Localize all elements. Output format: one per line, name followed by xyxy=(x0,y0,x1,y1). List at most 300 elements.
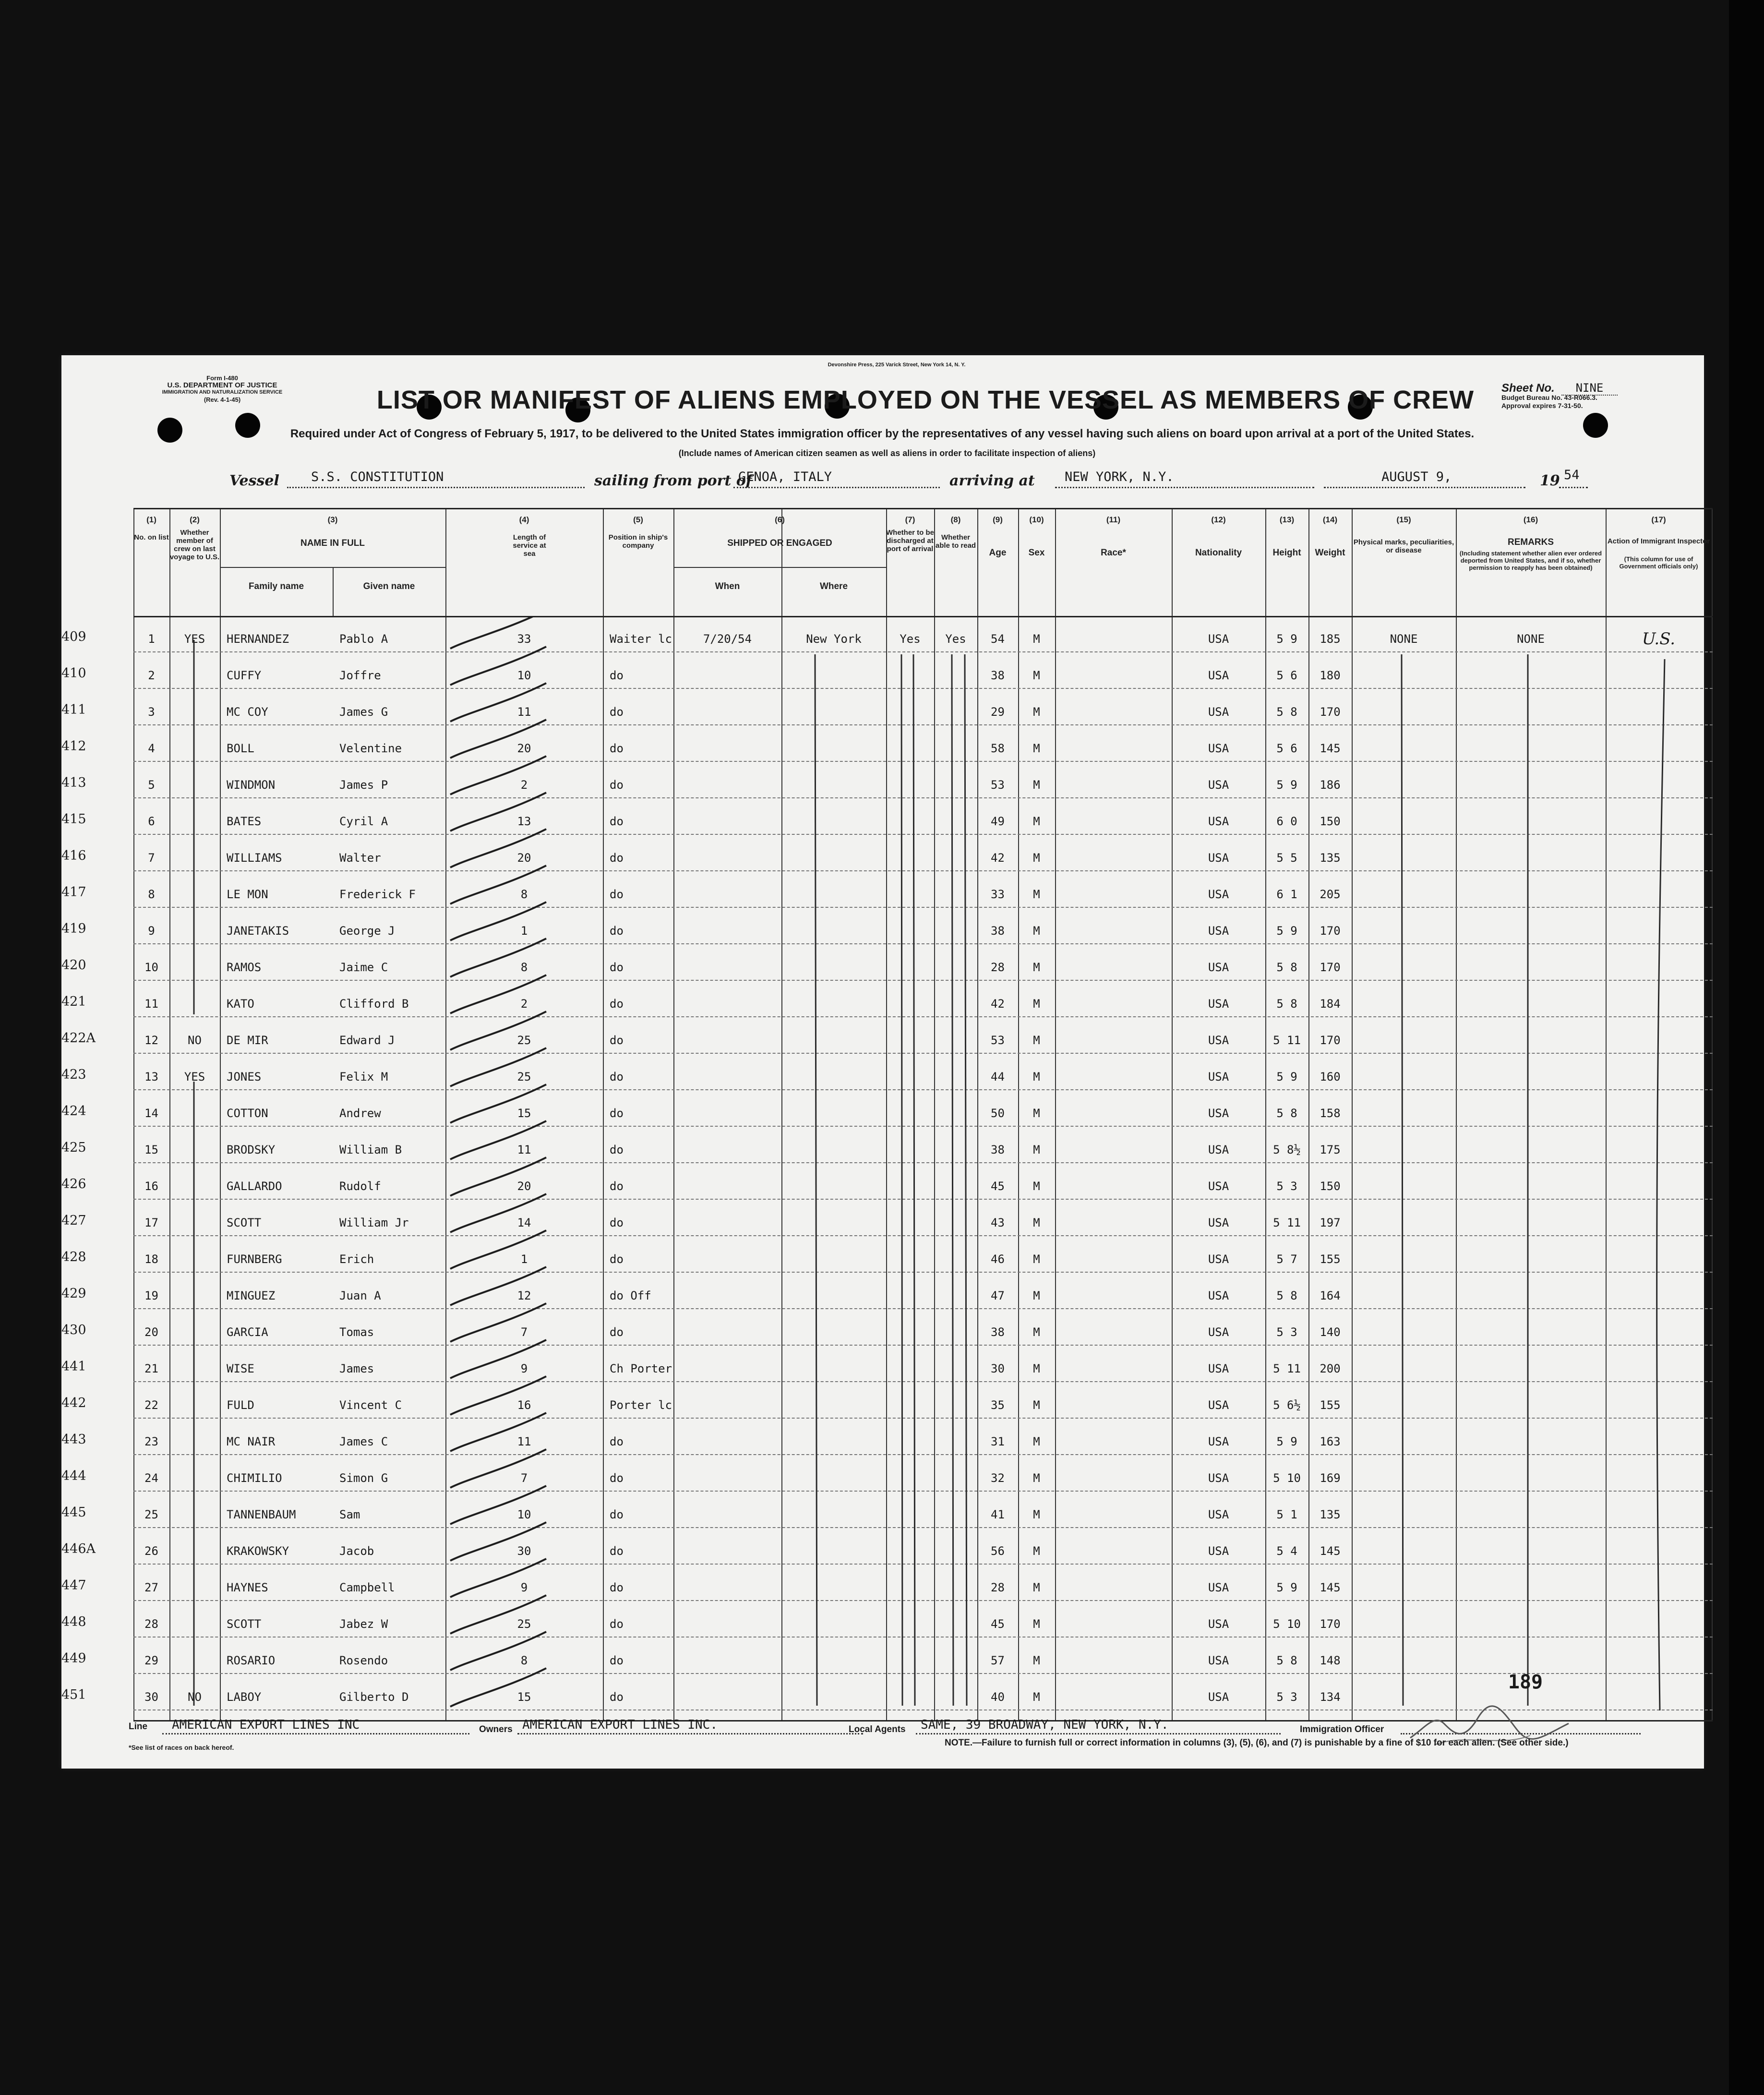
cell-height: 5 9 xyxy=(1276,1581,1297,1594)
sheet-info xyxy=(1501,381,1684,410)
printer-line: Devonshire Press, 225 Varick Street, New York 14, N. Y. xyxy=(828,362,966,368)
cell-service: 20 xyxy=(517,851,531,865)
cell-service: 10 xyxy=(517,1508,531,1521)
cell-position: do xyxy=(610,815,624,828)
margin-line-number: 412 xyxy=(61,739,86,754)
cell-nationality: USA xyxy=(1208,1143,1229,1156)
margin-line-number: 409 xyxy=(61,629,86,644)
cell-age: 56 xyxy=(991,1544,1005,1558)
cell-given: Velentine xyxy=(339,742,402,755)
cell-age: 42 xyxy=(991,997,1005,1011)
cell-sex: M xyxy=(1033,1034,1040,1047)
margin-line-number: 449 xyxy=(61,1651,86,1666)
cell-weight: 170 xyxy=(1320,1034,1341,1047)
cell-height: 5 7 xyxy=(1276,1252,1297,1266)
cell-service: 10 xyxy=(517,669,531,682)
tally-stroke xyxy=(450,720,546,758)
cell-family: SCOTT xyxy=(227,1216,262,1229)
cell-age: 49 xyxy=(991,815,1005,828)
document-title: LIST OR MANIFEST OF ALIENS EMPLOYED ON THE VESSEL AS MEMBERS OF CREW xyxy=(376,385,1475,414)
cell-position: do xyxy=(610,1471,624,1485)
margin-line-number: 447 xyxy=(61,1578,86,1593)
form-number: Form I-480 xyxy=(206,374,238,382)
cell-position: do xyxy=(610,961,624,974)
cell-age: 53 xyxy=(991,778,1005,792)
cell-age: 47 xyxy=(991,1289,1005,1302)
tally-stroke xyxy=(450,902,546,940)
cell-position: do xyxy=(610,1070,624,1084)
cell-family: TANNENBAUM xyxy=(227,1508,296,1521)
tally-stroke xyxy=(450,1121,546,1159)
cell-no: 13 xyxy=(144,1070,158,1084)
cell-weight: 160 xyxy=(1320,1070,1341,1084)
cell-height: 5 9 xyxy=(1276,924,1297,938)
manifest-sheet xyxy=(61,355,1710,1769)
tally-stroke xyxy=(450,1449,546,1488)
col-4-number: (4) xyxy=(519,515,529,524)
cell-age: 28 xyxy=(991,1581,1005,1594)
cell-no: 2 xyxy=(148,669,155,682)
cell-no: 24 xyxy=(144,1471,158,1485)
cell-given: Vincent C xyxy=(339,1398,402,1412)
cell-family: GALLARDO xyxy=(227,1180,282,1193)
cell-height: 5 10 xyxy=(1273,1471,1301,1485)
cell-weight: 180 xyxy=(1320,669,1341,682)
cell-position: do xyxy=(610,1107,624,1120)
cell-given: Erich xyxy=(339,1252,374,1266)
cell-sex: M xyxy=(1033,1070,1040,1084)
cell-crew: NO xyxy=(188,1034,202,1047)
cell-service: 8 xyxy=(520,1654,528,1667)
cell-height: 5 10 xyxy=(1273,1617,1301,1631)
cell-height: 5 8 xyxy=(1276,961,1297,974)
cell-position: do xyxy=(610,997,624,1011)
cell-age: 41 xyxy=(991,1508,1005,1521)
tally-stroke xyxy=(450,1668,546,1707)
cell-given: Pablo A xyxy=(339,632,388,646)
cell-sex: M xyxy=(1033,1544,1040,1558)
cell-sex: M xyxy=(1033,851,1040,865)
col-given-name: Given name xyxy=(363,581,415,591)
cell-weight: 185 xyxy=(1320,632,1341,646)
cell-position: do Off xyxy=(610,1289,651,1302)
cell-family: JONES xyxy=(227,1070,262,1084)
tally-stroke xyxy=(450,756,546,795)
col-shipped: SHIPPED OR ENGAGED xyxy=(727,538,832,548)
owners: AMERICAN EXPORT LINES INC. xyxy=(522,1718,718,1732)
col-remarks-note: (Including statement whether alien ever ordered deported from United States, and if so, whether permission to reapply has been obtained) xyxy=(1459,550,1602,571)
budget-bureau: Budget Bureau No. 43-R066.3. xyxy=(1501,394,1597,401)
cell-sex: M xyxy=(1033,1435,1040,1448)
cell-family: GARCIA xyxy=(227,1325,268,1339)
cell-age: 44 xyxy=(991,1070,1005,1084)
cell-height: 5 9 xyxy=(1276,1435,1297,1448)
arrival-year: 54 xyxy=(1564,468,1580,482)
cell-weight: 169 xyxy=(1320,1471,1341,1485)
cell-position: Porter lc xyxy=(610,1398,672,1412)
col-8-number: (8) xyxy=(950,515,961,524)
cell-sex: M xyxy=(1033,1508,1040,1521)
cell-given: James xyxy=(339,1362,374,1375)
cell-sex: M xyxy=(1033,1180,1040,1193)
cell-family: WILLIAMS xyxy=(227,851,282,865)
cell-height: 5 11 xyxy=(1273,1216,1301,1229)
cell-nationality: USA xyxy=(1208,1544,1229,1558)
cell-position: do xyxy=(610,1252,624,1266)
col-13-number: (13) xyxy=(1279,515,1295,524)
cell-position: do xyxy=(610,1690,624,1704)
cell-no: 21 xyxy=(144,1362,158,1375)
cell-no: 15 xyxy=(144,1143,158,1156)
cell-position: Ch Porter xyxy=(610,1362,672,1375)
tally-stroke xyxy=(450,1340,546,1378)
cell-age: 38 xyxy=(991,669,1005,682)
cell-given: James P xyxy=(339,778,388,792)
cell-service: 7 xyxy=(520,1325,528,1339)
col-17-number: (17) xyxy=(1651,515,1666,524)
tally-stroke xyxy=(450,1486,546,1524)
margin-line-number: 411 xyxy=(61,702,86,717)
cell-service: 2 xyxy=(520,778,528,792)
margin-line-number: 425 xyxy=(61,1140,86,1155)
tally-stroke xyxy=(450,829,546,867)
cell-given: Cyril A xyxy=(339,815,388,828)
tally-stroke xyxy=(450,1157,546,1196)
cell-no: 26 xyxy=(144,1544,158,1558)
tally-stroke xyxy=(450,793,546,831)
cell-height: 5 6 xyxy=(1276,742,1297,755)
col-5-number: (5) xyxy=(633,515,643,524)
margin-line-number: 430 xyxy=(61,1323,86,1337)
cell-sex: M xyxy=(1033,1617,1040,1631)
cell-no: 9 xyxy=(148,924,155,938)
cell-no: 25 xyxy=(144,1508,158,1521)
cell-sex: M xyxy=(1033,1325,1040,1339)
cell-weight: 170 xyxy=(1320,705,1341,719)
cell-sex: M xyxy=(1033,888,1040,901)
cell-service: 25 xyxy=(517,1617,531,1631)
col-name-in-full: NAME IN FULL xyxy=(300,538,365,548)
col-weight: Weight xyxy=(1315,548,1345,558)
cell-given: Felix M xyxy=(339,1070,388,1084)
cell-weight: 135 xyxy=(1320,851,1341,865)
margin-line-number: 448 xyxy=(61,1614,86,1629)
cell-height: 5 3 xyxy=(1276,1325,1297,1339)
col-inspector-note: (This column for use of Government officials only) xyxy=(1619,555,1698,570)
col-7-number: (7) xyxy=(905,515,915,524)
cell-weight: 184 xyxy=(1320,997,1341,1011)
cell-height: 5 8½ xyxy=(1273,1143,1301,1156)
cell-family: JANETAKIS xyxy=(227,924,289,938)
tally-stroke xyxy=(450,1303,546,1342)
cell-nationality: USA xyxy=(1208,997,1229,1011)
margin-line-number: 423 xyxy=(61,1067,86,1082)
cell-position: do xyxy=(610,1435,624,1448)
cell-no: 19 xyxy=(144,1289,158,1302)
cell-service: 8 xyxy=(520,888,528,901)
cell-sex: M xyxy=(1033,1581,1040,1594)
col-shipped-where: Where xyxy=(819,581,848,591)
col-2-number: (2) xyxy=(190,515,200,524)
cell-weight: 158 xyxy=(1320,1107,1341,1120)
cell-given: George J xyxy=(339,924,395,938)
cell-weight: 170 xyxy=(1320,961,1341,974)
cell-action: U.S. xyxy=(1642,629,1676,649)
cell-weight: 175 xyxy=(1320,1143,1341,1156)
cell-family: MC NAIR xyxy=(227,1435,276,1448)
cell-height: 5 9 xyxy=(1276,1070,1297,1084)
tally-stroke xyxy=(450,1595,546,1634)
arriving-label: arriving at xyxy=(949,472,1035,489)
cell-family: HAYNES xyxy=(227,1581,268,1594)
cell-nationality: USA xyxy=(1208,742,1229,755)
cell-nationality: USA xyxy=(1208,1617,1229,1631)
margin-line-number: 416 xyxy=(61,848,86,863)
sheet-number: NINE xyxy=(1561,381,1618,396)
col-14-number: (14) xyxy=(1322,515,1338,524)
cell-nationality: USA xyxy=(1208,1216,1229,1229)
cell-no: 28 xyxy=(144,1617,158,1631)
cell-service: 33 xyxy=(517,632,531,646)
cell-position: do xyxy=(610,1508,624,1521)
cell-given: Juan A xyxy=(339,1289,381,1302)
cell-family: COTTON xyxy=(227,1107,268,1120)
cell-sex: M xyxy=(1033,1362,1040,1375)
cell-family: MINGUEZ xyxy=(227,1289,276,1302)
cell-height: 5 3 xyxy=(1276,1690,1297,1704)
margin-line-number: 415 xyxy=(61,812,86,827)
col-height: Height xyxy=(1272,548,1301,558)
cell-marks: NONE xyxy=(1390,632,1418,646)
cell-nationality: USA xyxy=(1208,1180,1229,1193)
cell-service: 12 xyxy=(517,1289,531,1302)
col-physical-marks: Physical marks, peculiarities, or disease xyxy=(1353,538,1454,554)
cell-age: 45 xyxy=(991,1617,1005,1631)
vessel-label: Vessel xyxy=(229,472,279,489)
cell-family: DE MIR xyxy=(227,1034,268,1047)
cell-no: 12 xyxy=(144,1034,158,1047)
cell-sex: M xyxy=(1033,1398,1040,1412)
cell-given: Campbell xyxy=(339,1581,395,1594)
margin-line-number: 443 xyxy=(61,1432,86,1447)
cell-no: 27 xyxy=(144,1581,158,1594)
cell-weight: 140 xyxy=(1320,1325,1341,1339)
tally-stroke xyxy=(450,939,546,977)
cell-height: 5 8 xyxy=(1276,1289,1297,1302)
service: IMMIGRATION AND NATURALIZATION SERVICE xyxy=(162,389,283,395)
col-able-to-read: Whether able to read xyxy=(935,533,976,550)
cell-height: 5 8 xyxy=(1276,1654,1297,1667)
col-1-number: (1) xyxy=(146,515,156,524)
cell-no: 4 xyxy=(148,742,155,755)
cell-nationality: USA xyxy=(1208,1070,1229,1084)
revision: (Rev. 4-1-45) xyxy=(204,396,241,403)
cell-family: CHIMILIO xyxy=(227,1471,282,1485)
cell-nationality: USA xyxy=(1208,1325,1229,1339)
cell-age: 53 xyxy=(991,1034,1005,1047)
cell-age: 38 xyxy=(991,924,1005,938)
cell-nationality: USA xyxy=(1208,669,1229,682)
cell-crew: YES xyxy=(184,632,205,646)
cell-given: Rosendo xyxy=(339,1654,388,1667)
cell-nationality: USA xyxy=(1208,632,1229,646)
cell-read: Yes xyxy=(945,632,966,646)
stamped-number: 189 xyxy=(1508,1671,1543,1693)
cell-age: 29 xyxy=(991,705,1005,719)
margin-line-number: 422A xyxy=(61,1031,96,1046)
cell-nationality: USA xyxy=(1208,705,1229,719)
cell-sex: M xyxy=(1033,997,1040,1011)
cell-no: 11 xyxy=(144,997,158,1011)
cell-height: 5 6½ xyxy=(1273,1398,1301,1412)
cell-family: WINDMON xyxy=(227,778,276,792)
margin-line-number: 442 xyxy=(61,1396,86,1410)
tally-stroke xyxy=(450,616,546,649)
cell-age: 28 xyxy=(991,961,1005,974)
cell-height: 6 0 xyxy=(1276,815,1297,828)
margin-line-number: 410 xyxy=(61,666,86,681)
department: U.S. DEPARTMENT OF JUSTICE xyxy=(167,381,277,389)
col-6-number: (6) xyxy=(775,515,785,524)
margin-line-number: 444 xyxy=(61,1469,86,1483)
vessel-name: S.S. CONSTITUTION xyxy=(311,470,444,484)
cell-age: 54 xyxy=(991,632,1005,646)
cell-crew: NO xyxy=(188,1690,202,1704)
cell-sex: M xyxy=(1033,1289,1040,1302)
margin-line-number: 424 xyxy=(61,1104,86,1119)
margin-line-number: 427 xyxy=(61,1213,86,1228)
cell-height: 5 9 xyxy=(1276,778,1297,792)
cell-weight: 200 xyxy=(1320,1362,1341,1375)
cell-service: 9 xyxy=(520,1362,528,1375)
cell-height: 5 8 xyxy=(1276,1107,1297,1120)
cell-given: William B xyxy=(339,1143,402,1156)
cell-age: 38 xyxy=(991,1143,1005,1156)
races-note: *See list of races on back hereof. xyxy=(129,1744,234,1751)
cell-sex: M xyxy=(1033,1690,1040,1704)
cell-family: KRAKOWSKY xyxy=(227,1544,289,1558)
cell-height: 5 4 xyxy=(1276,1544,1297,1558)
cell-nationality: USA xyxy=(1208,1690,1229,1704)
year-prefix: 19 xyxy=(1540,472,1560,489)
cell-position: Waiter lc xyxy=(610,632,672,646)
cell-no: 5 xyxy=(148,778,155,792)
cell-weight: 134 xyxy=(1320,1690,1341,1704)
tally-stroke xyxy=(450,1194,546,1232)
margin-line-number: 445 xyxy=(61,1505,86,1520)
cell-no: 3 xyxy=(148,705,155,719)
cell-no: 1 xyxy=(148,632,155,646)
punch-hole xyxy=(1583,413,1608,438)
tally-stroke xyxy=(450,1376,546,1415)
col-15-number: (15) xyxy=(1396,515,1411,524)
cell-no: 20 xyxy=(144,1325,158,1339)
sailing-label: sailing from port of xyxy=(594,472,752,489)
cell-height: 5 11 xyxy=(1273,1034,1301,1047)
cell-weight: 145 xyxy=(1320,742,1341,755)
cell-given: Walter xyxy=(339,851,381,865)
cell-age: 38 xyxy=(991,1325,1005,1339)
cell-remarks: NONE xyxy=(1517,632,1545,646)
form-identifier xyxy=(143,374,301,403)
cell-weight: 135 xyxy=(1320,1508,1341,1521)
tally-stroke xyxy=(450,975,546,1013)
tally-stroke xyxy=(450,1084,546,1123)
cell-weight: 197 xyxy=(1320,1216,1341,1229)
cell-family: BATES xyxy=(227,815,262,828)
cell-given: Andrew xyxy=(339,1107,381,1120)
cell-nationality: USA xyxy=(1208,888,1229,901)
margin-line-number: 417 xyxy=(61,885,86,900)
cell-service: 30 xyxy=(517,1544,531,1558)
cell-age: 32 xyxy=(991,1471,1005,1485)
tally-stroke xyxy=(450,1632,546,1670)
cell-given: James G xyxy=(339,705,388,719)
cell-position: do xyxy=(610,1544,624,1558)
margin-line-number: 429 xyxy=(61,1286,86,1301)
cell-weight: 150 xyxy=(1320,815,1341,828)
cell-service: 15 xyxy=(517,1107,531,1120)
cell-given: Jabez W xyxy=(339,1617,388,1631)
cell-given: William Jr xyxy=(339,1216,409,1229)
cell-position: do xyxy=(610,888,624,901)
cell-family: FULD xyxy=(227,1398,254,1412)
cell-given: Jacob xyxy=(339,1544,374,1558)
col-race: Race* xyxy=(1101,548,1126,558)
cell-no: 30 xyxy=(144,1690,158,1704)
cell-family: LABOY xyxy=(227,1690,262,1704)
cell-position: do xyxy=(610,669,624,682)
margin-line-number: 428 xyxy=(61,1250,86,1264)
line-label: Line xyxy=(129,1722,148,1732)
tally-stroke xyxy=(450,866,546,904)
margin-line-number: 426 xyxy=(61,1177,86,1192)
col-sex: Sex xyxy=(1028,548,1045,558)
cell-age: 43 xyxy=(991,1216,1005,1229)
cell-given: Frederick F xyxy=(339,888,416,901)
cell-weight: 145 xyxy=(1320,1544,1341,1558)
cell-age: 46 xyxy=(991,1252,1005,1266)
cell-family: RAMOS xyxy=(227,961,262,974)
cell-position: do xyxy=(610,1617,624,1631)
cell-position: do xyxy=(610,851,624,865)
cell-weight: 205 xyxy=(1320,888,1341,901)
cell-service: 1 xyxy=(520,924,528,938)
cell-age: 57 xyxy=(991,1654,1005,1667)
tally-stroke xyxy=(450,1413,546,1451)
tally-stroke xyxy=(450,1559,546,1597)
margin-line-number: 420 xyxy=(61,958,86,973)
cell-family: CUFFY xyxy=(227,669,262,682)
cell-family: BOLL xyxy=(227,742,254,755)
cell-family: ROSARIO xyxy=(227,1654,276,1667)
col-list-no: No. on list xyxy=(134,533,169,542)
cell-nationality: USA xyxy=(1208,961,1229,974)
cell-family: KATO xyxy=(227,997,254,1011)
cell-height: 6 1 xyxy=(1276,888,1297,901)
cell-family: FURNBERG xyxy=(227,1252,282,1266)
cell-nationality: USA xyxy=(1208,815,1229,828)
margin-line-number: 419 xyxy=(61,921,86,936)
cell-age: 42 xyxy=(991,851,1005,865)
cell-nationality: USA xyxy=(1208,1654,1229,1667)
cell-sex: M xyxy=(1033,1654,1040,1667)
cell-where: New York xyxy=(806,632,862,646)
cell-weight: 148 xyxy=(1320,1654,1341,1667)
cell-no: 10 xyxy=(144,961,158,974)
cell-nationality: USA xyxy=(1208,1508,1229,1521)
cell-no: 14 xyxy=(144,1107,158,1120)
